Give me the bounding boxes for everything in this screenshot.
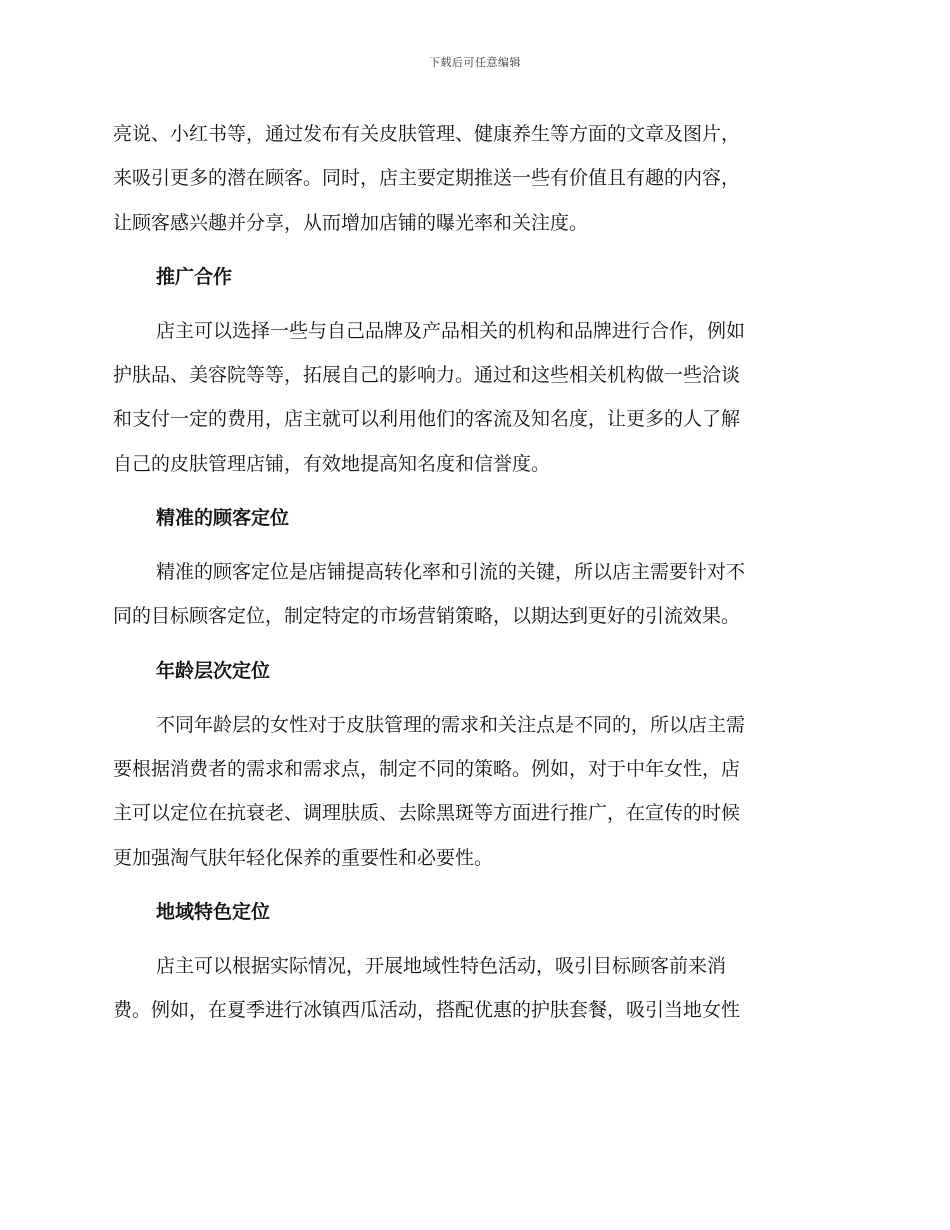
text-line: 更加强淘气肤年轻化保养的重要性和必要性。 <box>113 846 494 869</box>
section-heading: 地域特色定位 <box>156 900 271 923</box>
text-line: 同的目标顾客定位，制定特定的市场营销策略，以期达到更好的引流效果。 <box>113 605 741 628</box>
text-line: 自己的皮肤管理店铺，有效地提高知名度和信誉度。 <box>113 452 551 475</box>
text-line: 店主可以选择一些与自己品牌及产品相关的机构和品牌进行合作，例如 <box>156 319 746 342</box>
document-body <box>113 112 833 1032</box>
text-line: 让顾客感兴趣并分享，从而增加店铺的曝光率和关注度。 <box>113 211 589 234</box>
text-line: 护肤品、美容院等等，拓展自己的影响力。通过和这些相关机构做一些洽谈 <box>113 364 741 387</box>
text-line: 来吸引更多的潜在顾客。同时，店主要定期推送一些有价值且有趣的内容， <box>113 167 741 190</box>
paragraph <box>113 944 833 1033</box>
text-line: 亮说、小红书等，通过发布有关皮肤管理、健康养生等方面的文章及图片， <box>113 123 741 145</box>
paragraph <box>113 112 833 245</box>
section-heading: 年龄层次定位 <box>156 659 271 682</box>
text-line: 和支付一定的费用，店主就可以利用他们的客流及知名度，让更多的人了解 <box>113 408 741 431</box>
section-heading: 推广合作 <box>156 265 233 288</box>
text-line: 不同年龄层的女性对于皮肤管理的需求和关注点是不同的，所以店主需 <box>156 713 746 736</box>
paragraph <box>113 703 833 880</box>
text-line: 主可以定位在抗衰老、调理肤质、去除黑斑等方面进行推广，在宣传的时候 <box>113 802 741 825</box>
paragraph <box>113 550 833 639</box>
section-heading: 精准的顾客定位 <box>156 507 290 530</box>
paragraph <box>113 309 833 486</box>
text-line: 店主可以根据实际情况，开展地域性特色活动，吸引目标顾客前来消 <box>156 954 727 977</box>
text-line: 要根据消费者的需求和需求点，制定不同的策略。例如，对于中年女性，店 <box>113 757 741 780</box>
page-header: 下载后可任意编辑 <box>429 56 521 69</box>
text-line: 精准的顾客定位是店铺提高转化率和引流的关键，所以店主需要针对不 <box>156 561 746 584</box>
text-line: 费。例如，在夏季进行冰镇西瓜活动，搭配优惠的护肤套餐，吸引当地女性 <box>113 999 741 1022</box>
